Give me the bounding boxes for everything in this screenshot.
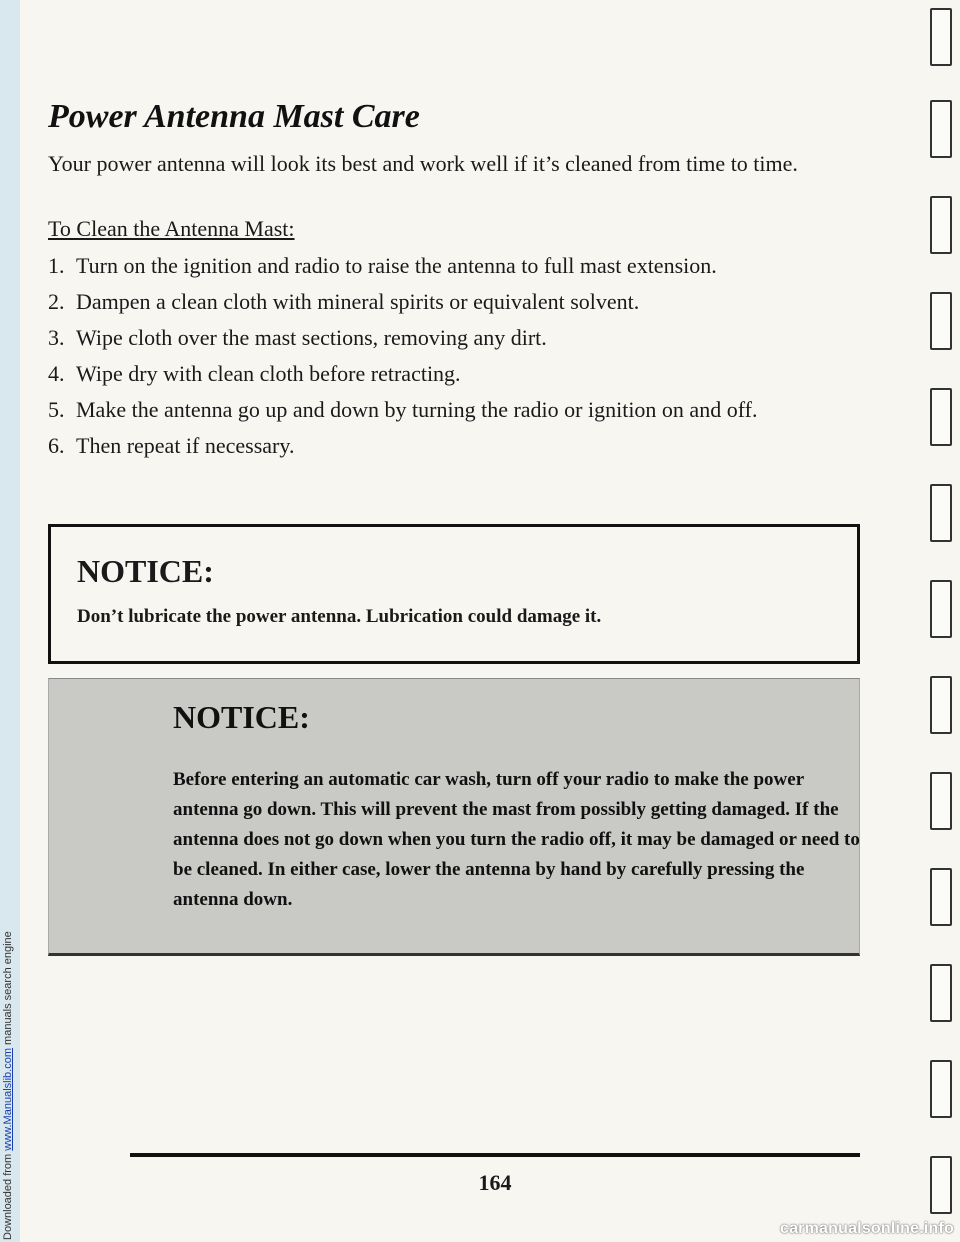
list-item [48, 324, 848, 352]
notice-heading: NOTICE: [173, 699, 310, 735]
index-tab[interactable] [930, 484, 952, 542]
index-tab[interactable] [930, 964, 952, 1022]
page-title: Power Antenna Mast Care [48, 98, 420, 135]
index-tab[interactable] [930, 868, 952, 926]
step-number: 1. [48, 253, 65, 278]
list-item [48, 432, 848, 460]
download-prefix: Downloaded from [2, 1150, 14, 1240]
index-tab[interactable] [930, 100, 952, 158]
step-text: Then repeat if necessary. [76, 433, 295, 458]
index-tab[interactable] [930, 8, 952, 66]
manualslib-link[interactable]: www.Manualslib.com [2, 1048, 14, 1151]
notice-body: Don’t lubricate the power antenna. Lubrication could damage it. [77, 606, 602, 627]
notice-body: Before entering an automatic car wash, turn off your radio to make the power antenna go down. This will prevent the mast from possibly getting damaged. If the antenna does not go down when you turn the radio off, it may be damaged or need to be cleaned. In either case, lower the antenna by hand by carefully pressing the antenna down. [173, 769, 860, 910]
side-index-tabs [926, 0, 960, 1242]
section-subheading: To Clean the Antenna Mast: [48, 216, 295, 241]
step-number: 6. [48, 433, 65, 458]
list-item [48, 288, 848, 316]
cleaning-steps-list [48, 252, 848, 468]
notice-heading: NOTICE: [77, 553, 214, 589]
step-text: Wipe cloth over the mast sections, removing any dirt. [76, 325, 547, 350]
list-item [48, 396, 848, 424]
step-text: Turn on the ignition and radio to raise the antenna to full mast extension. [76, 253, 717, 278]
index-tab[interactable] [930, 292, 952, 350]
step-number: 4. [48, 361, 65, 386]
notice-box-car-wash [48, 678, 860, 956]
step-number: 2. [48, 289, 65, 314]
watermark-text: carmanualsonline.info [779, 1220, 954, 1237]
intro-paragraph: Your power antenna will look its best and work well if it’s cleaned from time to time. [48, 151, 798, 176]
step-number: 5. [48, 397, 65, 422]
notice-box-lubrication [48, 524, 860, 664]
step-text: Make the antenna go up and down by turning the radio or ignition on and off. [76, 397, 758, 422]
index-tab[interactable] [930, 196, 952, 254]
footer-rule [130, 1153, 860, 1157]
index-tab[interactable] [930, 676, 952, 734]
index-tab[interactable] [930, 580, 952, 638]
index-tab[interactable] [930, 388, 952, 446]
list-item [48, 360, 848, 388]
page-number: 164 [478, 1170, 512, 1195]
step-number: 3. [48, 325, 65, 350]
index-tab[interactable] [930, 1156, 952, 1214]
index-tab[interactable] [930, 772, 952, 830]
download-suffix: manuals search engine [2, 931, 14, 1049]
step-text: Dampen a clean cloth with mineral spirits or equivalent solvent. [76, 289, 640, 314]
index-tab[interactable] [930, 1060, 952, 1118]
step-text: Wipe dry with clean cloth before retracting. [76, 361, 461, 386]
list-item [48, 252, 848, 280]
